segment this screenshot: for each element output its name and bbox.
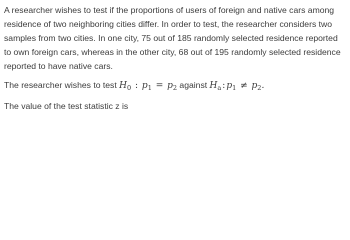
null-sub: 0 — [126, 84, 132, 92]
alt-sub: a — [217, 84, 222, 92]
null-p1-sub: 1 — [147, 84, 152, 92]
null-p1: p — [141, 81, 148, 91]
alt-hypothesis — [210, 81, 265, 91]
alt-not-equals: ≠ — [240, 81, 248, 91]
alt-colon: : — [222, 81, 226, 91]
alt-p1: p — [226, 81, 233, 91]
hypothesis-connector: against — [179, 80, 208, 90]
hypothesis-prefix: The researcher wishes to test — [4, 80, 117, 90]
alt-p2-sub: 2 — [257, 84, 262, 92]
question-paragraph: A researcher wishes to test if the proportions of users of foreign and native cars among residence of two neighboring cities differ. In order to test, the researcher considers two samples from two cities. In one city, 75 out of 185 randomly selected residence reported to own foreign cars, whereas in the other city, 68 out of 195 randomly selected residence reported to have native cars. — [4, 5, 341, 71]
question-panel — [0, 0, 350, 117]
alt-p2: p — [251, 81, 258, 91]
null-colon: : — [135, 81, 139, 91]
null-hypothesis — [119, 81, 177, 91]
alt-p1-sub: 1 — [232, 84, 237, 92]
alt-h: H — [209, 81, 218, 91]
statistic-prompt: The value of the test statistic z is — [4, 101, 129, 111]
alt-period: . — [261, 81, 265, 91]
null-h: H — [119, 81, 127, 91]
null-equals: = — [155, 81, 164, 91]
null-p2-sub: 2 — [172, 84, 178, 92]
hypothesis-line — [4, 78, 346, 95]
null-p2: p — [167, 81, 173, 91]
